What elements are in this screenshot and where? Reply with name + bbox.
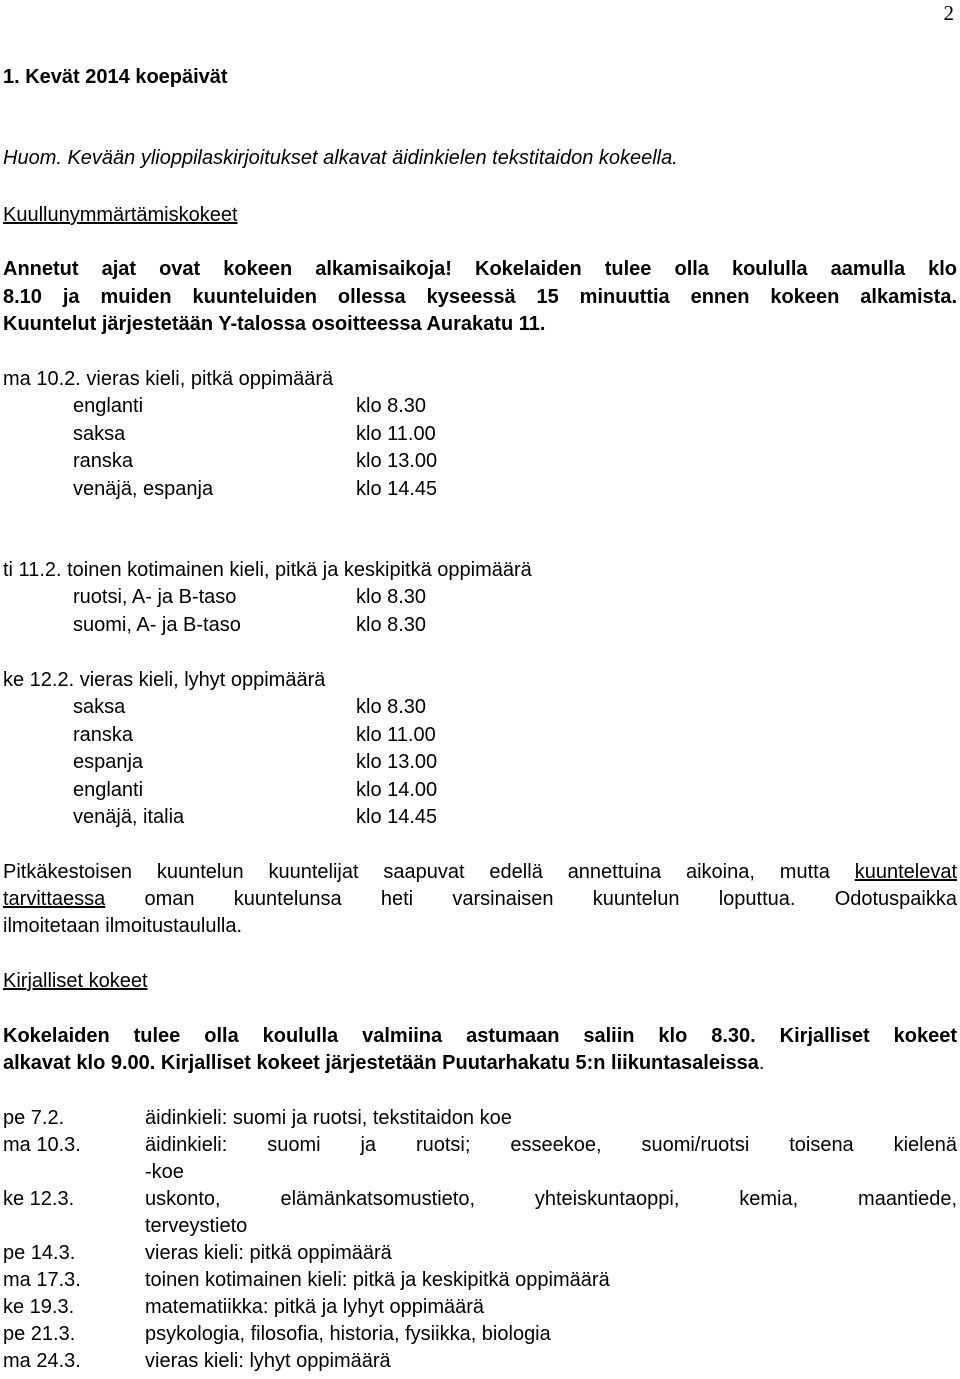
language: englanti bbox=[73, 395, 144, 417]
language: espanja bbox=[73, 751, 144, 773]
exam-row bbox=[3, 1321, 957, 1348]
exam-date: pe 21.3. bbox=[3, 1323, 76, 1345]
language: saksa bbox=[73, 696, 126, 718]
note-underlined-text: tarvittaessa bbox=[3, 888, 106, 910]
schedule-row bbox=[73, 722, 437, 750]
exam-date: ma 17.3. bbox=[3, 1269, 81, 1291]
written-intro-line-2 bbox=[3, 1050, 764, 1077]
written-title: Kirjalliset kokeet bbox=[3, 970, 148, 992]
exam-row-continuation bbox=[3, 1213, 957, 1240]
exam-subject: vieras kieli: pitkä oppimäärä bbox=[145, 1242, 392, 1264]
language: suomi, A- ja B-taso bbox=[73, 613, 241, 636]
listening-day-title: ma 10.2. vieras kieli, pitkä oppimäärä bbox=[3, 368, 334, 390]
exam-row bbox=[3, 1186, 957, 1213]
exam-date: ke 12.3. bbox=[3, 1188, 75, 1210]
exam-subject: matematiikka: pitkä ja lyhyt oppimäärä bbox=[145, 1296, 485, 1318]
exam-subject: psykologia, filosofia, historia, fysiikka, biologia bbox=[145, 1323, 551, 1345]
listening-intro-line-1: Annetut ajat ovat kokeen alkamisaikoja! Kokelaiden tulee olla koululla aamulla klo bbox=[3, 258, 957, 280]
exam-date: ke 19.3. bbox=[3, 1296, 75, 1318]
exam-row bbox=[3, 1267, 957, 1294]
language: venäjä, espanja bbox=[73, 477, 214, 500]
long-listening-note-line-1 bbox=[3, 859, 957, 886]
language: venäjä, italia bbox=[73, 806, 185, 828]
schedule-row bbox=[73, 694, 437, 722]
schedule-row bbox=[73, 584, 426, 612]
listening-intro-line-3: Kuuntelut järjestetään Y-talossa osoitteessa Aurakatu 11. bbox=[3, 313, 546, 335]
exam-date: ma 10.3. bbox=[3, 1134, 81, 1156]
section-heading: 1. Kevät 2014 koepäivät bbox=[3, 66, 228, 88]
time: klo 8.30 bbox=[356, 696, 427, 718]
exam-subject-continuation: -koe bbox=[145, 1161, 184, 1183]
schedule-row bbox=[73, 448, 437, 476]
time: klo 14.00 bbox=[356, 778, 438, 801]
language: ranska bbox=[73, 723, 134, 746]
schedule-row bbox=[73, 777, 437, 805]
time: klo 8.30 bbox=[356, 395, 427, 417]
long-listening-note-line-3: ilmoitetaan ilmoitustaululla. bbox=[3, 915, 243, 937]
listening-intro-line-2: 8.10 ja muiden kuunteluiden ollessa kyseessä 15 minuuttia ennen kokeen alkamista. bbox=[3, 286, 957, 308]
language: saksa bbox=[73, 422, 126, 445]
listening-day-title: ke 12.2. vieras kieli, lyhyt oppimäärä bbox=[3, 669, 326, 691]
exam-row bbox=[3, 1105, 957, 1132]
schedule-row bbox=[73, 421, 437, 449]
exam-subject: vieras kieli: lyhyt oppimäärä bbox=[145, 1350, 391, 1372]
listening-day-title: ti 11.2. toinen kotimainen kieli, pitkä ja keskipitkä oppimäärä bbox=[3, 559, 532, 581]
schedule-row bbox=[73, 749, 437, 777]
written-intro-bold: alkavat klo 9.00. Kirjalliset kokeet järjestetään Puutarhakatu 5:n liikuntasaleissa bbox=[3, 1052, 759, 1074]
time: klo 8.30 bbox=[356, 586, 427, 608]
schedule-row bbox=[73, 612, 426, 640]
language: ruotsi, A- ja B-taso bbox=[73, 586, 237, 608]
listening-day-schedule bbox=[73, 584, 426, 639]
written-intro-line-1: Kokelaiden tulee olla koululla valmiina astumaan saliin klo 8.30. Kirjalliset kokeet bbox=[3, 1025, 957, 1047]
time: klo 13.00 bbox=[356, 450, 438, 472]
page-number: 2 bbox=[943, 1, 954, 25]
exam-date: pe 14.3. bbox=[3, 1242, 76, 1264]
listening-title: Kuullunymmärtämiskokeet bbox=[3, 204, 238, 226]
exam-subject-continuation: terveystieto bbox=[145, 1215, 248, 1237]
exam-date: pe 7.2. bbox=[3, 1107, 65, 1129]
exam-row bbox=[3, 1240, 957, 1267]
exam-subject: äidinkieli: suomi ja ruotsi; esseekoe, suomi/ruotsi toisena kielenä bbox=[145, 1134, 957, 1156]
long-listening-note-line-2 bbox=[3, 886, 957, 913]
exam-schedule bbox=[3, 1105, 957, 1375]
written-intro-period: . bbox=[758, 1052, 765, 1074]
language: englanti bbox=[73, 778, 144, 801]
language: ranska bbox=[73, 450, 134, 472]
listening-day-schedule bbox=[73, 393, 437, 503]
note-text: Huom. Kevään ylioppilaskirjoitukset alkavat äidinkielen tekstitaidon kokeella. bbox=[3, 147, 678, 169]
time: klo 13.00 bbox=[356, 751, 438, 773]
note-underlined-text: kuuntelevat bbox=[854, 861, 957, 883]
time: klo 11.00 bbox=[356, 723, 436, 746]
schedule-row bbox=[73, 804, 437, 832]
listening-day-schedule bbox=[73, 694, 437, 832]
note-text-part: Pitkäkestoisen kuuntelun kuuntelijat saapuvat edellä annettuina aikoina, mutta bbox=[3, 861, 855, 883]
exam-row bbox=[3, 1132, 957, 1159]
exam-row bbox=[3, 1294, 957, 1321]
schedule-row bbox=[73, 393, 437, 421]
exam-subject: äidinkieli: suomi ja ruotsi, tekstitaidon koe bbox=[145, 1107, 512, 1129]
exam-subject: uskonto, elämänkatsomustieto, yhteiskuntaoppi, kemia, maantiede, bbox=[145, 1188, 957, 1210]
time: klo 14.45 bbox=[356, 477, 438, 500]
time: klo 8.30 bbox=[356, 613, 427, 636]
exam-subject: toinen kotimainen kieli: pitkä ja keskipitkä oppimäärä bbox=[145, 1269, 610, 1291]
exam-row bbox=[3, 1348, 957, 1375]
exam-row-continuation bbox=[3, 1159, 957, 1186]
schedule-row bbox=[73, 476, 437, 504]
exam-date: ma 24.3. bbox=[3, 1350, 81, 1372]
time: klo 14.45 bbox=[356, 806, 438, 828]
note-text-part: oman kuuntelunsa heti varsinaisen kuuntelun loputtua. Odotuspaikka bbox=[105, 888, 957, 910]
time: klo 11.00 bbox=[356, 422, 436, 445]
